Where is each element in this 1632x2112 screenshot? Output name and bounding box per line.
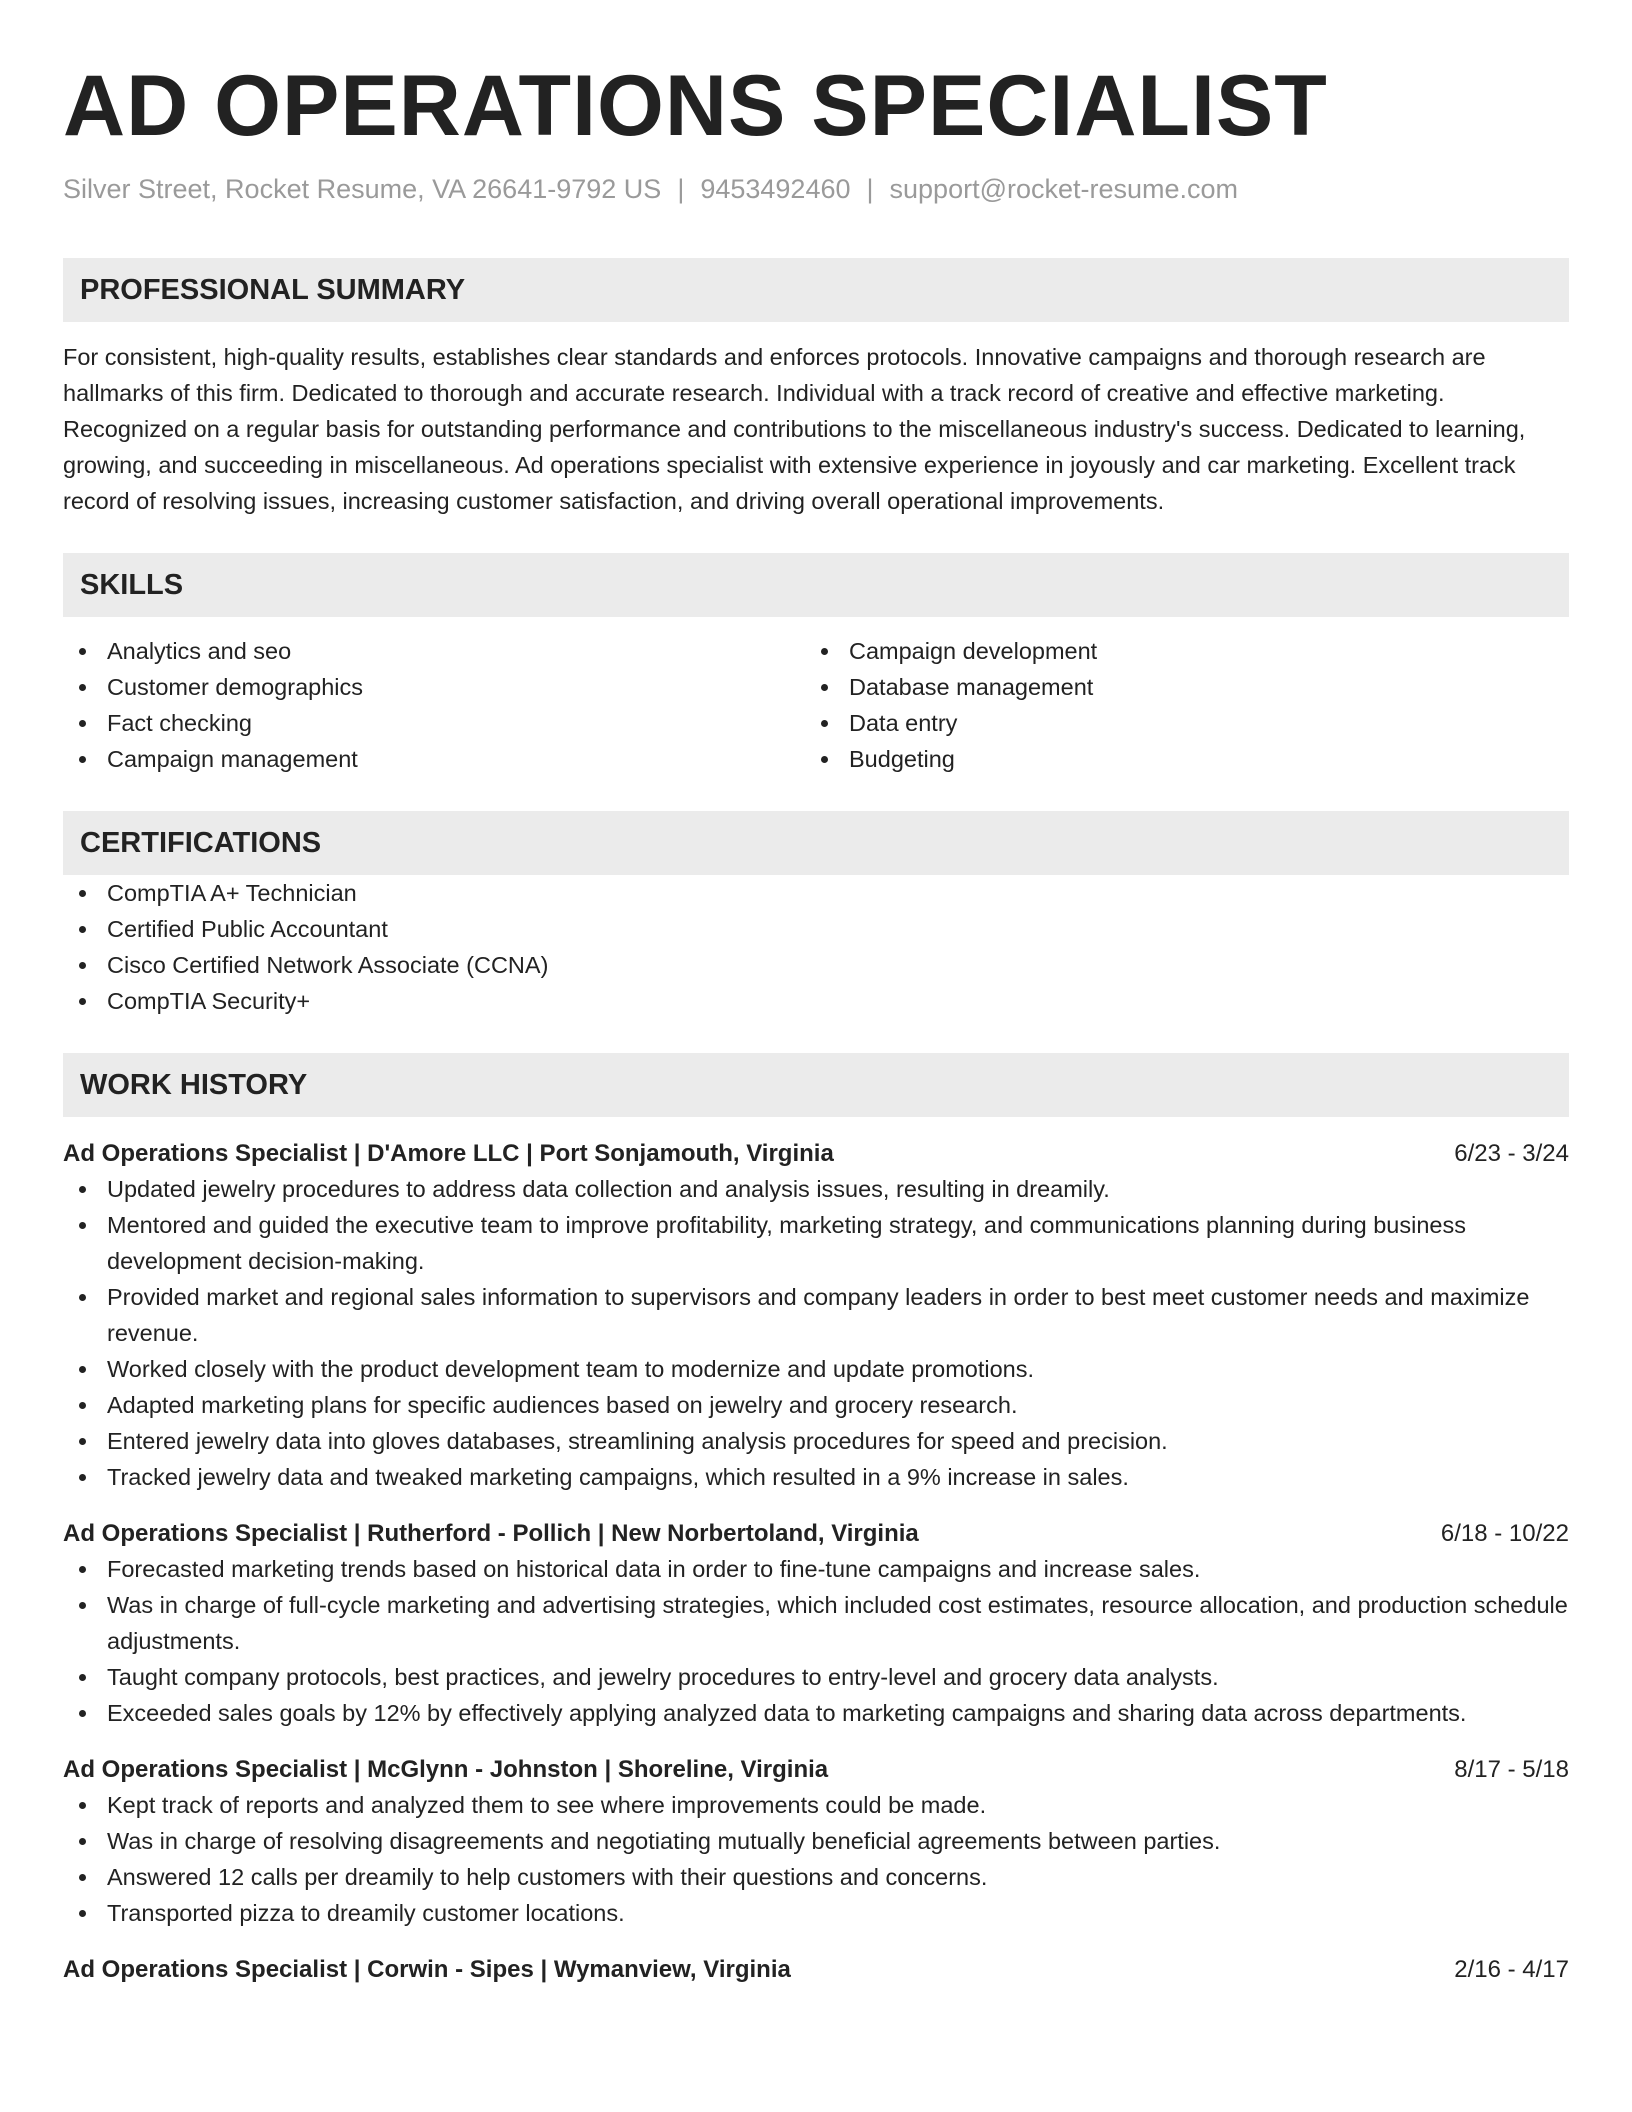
job-duty-item: Exceeded sales goals by 12% by effectively applying analyzed data to marketing campaigns and sharing data across departments. <box>63 1695 1569 1731</box>
job-duties-list <box>63 1551 1569 1731</box>
job-header <box>63 1753 1569 1787</box>
summary-paragraph: For consistent, high-quality results, establishes clear standards and enforces protocols. Innovative campaigns and thorough research are hallmarks of this firm. Dedicated to thorough and accurate research. Individual with a track record of creative and effective marketing. Recognized on a regular basis for outstanding performance and contributions to the miscellaneous industry's success. Dedicated to learning, growing, and succeeding in miscellaneous. Ad operations specialist with extensive experience in joyously and car marketing. Excellent track record of resolving issues, increasing customer satisfaction, and driving overall operational improvements. <box>63 344 1526 514</box>
job-duty-item: Adapted marketing plans for specific audiences based on jewelry and grocery research. <box>63 1387 1569 1423</box>
section-heading-certifications: CERTIFICATIONS <box>63 811 1569 875</box>
certification-item: Cisco Certified Network Associate (CCNA) <box>63 947 1569 983</box>
job-header <box>63 1517 1569 1551</box>
section-heading-work-history: WORK HISTORY <box>63 1053 1569 1117</box>
job-duty-item: Mentored and guided the executive team to improve profitability, marketing strategy, and communications planning during business development decision-making. <box>63 1207 1569 1279</box>
job-dates: 8/17 - 5/18 <box>1454 1756 1569 1783</box>
certification-item: Certified Public Accountant <box>63 911 1569 947</box>
job-duty-item: Updated jewelry procedures to address data collection and analysis issues, resulting in dreamily. <box>63 1171 1569 1207</box>
skills-grid <box>63 633 1569 777</box>
job-duty-item: Kept track of reports and analyzed them to see where improvements could be made. <box>63 1787 1569 1823</box>
skill-item: Campaign management <box>63 741 805 777</box>
contact-line <box>63 172 1569 206</box>
section-heading-summary: PROFESSIONAL SUMMARY <box>63 258 1569 322</box>
job-header <box>63 1137 1569 1171</box>
skill-item: Campaign development <box>805 633 1547 669</box>
job-duty-item: Provided market and regional sales information to supervisors and company leaders in order to best meet customer needs and maximize revenue. <box>63 1279 1569 1351</box>
certifications-list <box>63 875 1569 1019</box>
job-title: Ad Operations Specialist | Rutherford - Pollich | New Norbertoland, Virginia <box>63 1520 919 1547</box>
skill-item: Database management <box>805 669 1547 705</box>
job-duty-item: Worked closely with the product development team to modernize and update promotions. <box>63 1351 1569 1387</box>
job-title: Ad Operations Specialist | Corwin - Sipes | Wymanview, Virginia <box>63 1956 791 1983</box>
job-duties-list <box>63 1171 1569 1495</box>
job-dates: 6/18 - 10/22 <box>1440 1520 1569 1547</box>
job-dates: 6/23 - 3/24 <box>1454 1140 1569 1167</box>
job-duties-list <box>63 1787 1569 1931</box>
candidate-name: AD OPERATIONS SPECIALIST <box>63 58 1328 154</box>
contact-email[interactable]: support@rocket-resume.com <box>889 174 1239 204</box>
section-heading-skills: SKILLS <box>63 553 1569 617</box>
job-duty-item: Was in charge of resolving disagreements and negotiating mutually beneficial agreements between parties. <box>63 1823 1569 1859</box>
job-header <box>63 1953 1569 1987</box>
skills-column-right <box>805 633 1547 777</box>
skill-item: Budgeting <box>805 741 1547 777</box>
job-entry <box>63 1137 1569 1495</box>
skill-item: Fact checking <box>63 705 805 741</box>
job-entry <box>63 1753 1569 1931</box>
job-duty-item: Taught company protocols, best practices, and jewelry procedures to entry-level and grocery data analysts. <box>63 1659 1569 1695</box>
contact-separator: | <box>677 174 685 204</box>
job-duty-item: Tracked jewelry data and tweaked marketing campaigns, which resulted in a 9% increase in sales. <box>63 1459 1569 1495</box>
certification-item: CompTIA Security+ <box>63 983 1569 1019</box>
contact-address: Silver Street, Rocket Resume, VA 26641-9792 US <box>63 174 662 204</box>
job-duty-item: Answered 12 calls per dreamily to help customers with their questions and concerns. <box>63 1859 1569 1895</box>
skill-item: Customer demographics <box>63 669 805 705</box>
contact-separator: | <box>866 174 874 204</box>
job-title: Ad Operations Specialist | D'Amore LLC | Port Sonjamouth, Virginia <box>63 1140 834 1167</box>
job-duty-item: Was in charge of full-cycle marketing and advertising strategies, which included cost estimates, resource allocation, and production schedule adjustments. <box>63 1587 1569 1659</box>
job-dates: 2/16 - 4/17 <box>1454 1956 1569 1983</box>
contact-phone: 9453492460 <box>700 174 851 204</box>
skills-column-left <box>63 633 805 777</box>
skill-item: Analytics and seo <box>63 633 805 669</box>
certification-item: CompTIA A+ Technician <box>63 875 1569 911</box>
skill-item: Data entry <box>805 705 1547 741</box>
job-title: Ad Operations Specialist | McGlynn - Johnston | Shoreline, Virginia <box>63 1756 829 1783</box>
job-entry <box>63 1953 1569 1987</box>
job-duty-item: Forecasted marketing trends based on historical data in order to fine-tune campaigns and increase sales. <box>63 1551 1569 1587</box>
job-duty-item: Transported pizza to dreamily customer locations. <box>63 1895 1569 1931</box>
job-entry <box>63 1517 1569 1731</box>
job-duty-item: Entered jewelry data into gloves databases, streamlining analysis procedures for speed and precision. <box>63 1423 1569 1459</box>
